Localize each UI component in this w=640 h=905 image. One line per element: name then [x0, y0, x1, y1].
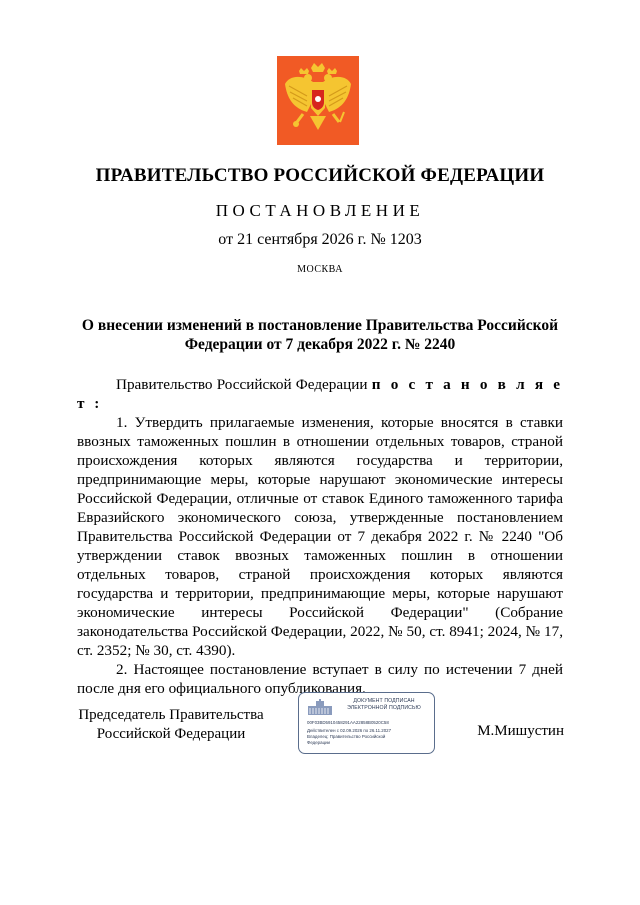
- building-icon: [307, 699, 333, 716]
- government-title: ПРАВИТЕЛЬСТВО РОССИЙСКОЙ ФЕДЕРАЦИИ: [95, 165, 545, 186]
- decree-date-number: от 21 сентября 2026 г. № 1203: [218, 231, 422, 248]
- intro-text: Правительство Российской Федерации: [116, 376, 372, 393]
- stamp-validity: Действителен с 02.09.2026 по 26.11.2027: [307, 728, 392, 733]
- intro-keyword: п о с т а н о в л я е т :: [77, 376, 563, 412]
- position-line-2: Российской Федерации: [96, 726, 246, 742]
- item-1: 1. Утвердить прилагаемые изменения, которые вносятся в ставки ввозных таможенных пошлин в отношении отдельных товаров, страной происхождения которых являются государства и территории, предпринимающие меры, которые нарушают экономические интересы Российской Федерации, отличные от ставок Единого таможенного тарифа Евразийского экономического союза, утвержденные постановлением Правительства Российской Федерации от 7 декабря 2022 г. № 2240 "Об утверждении ставок ввозных таможенных пошлин в отношении отдельных товаров, страной происхождения которых являются государства и территории, предпринимающие меры, которые нарушают экономические интересы Российской Федерации" (Собрание законодательства Российской Федерации, 2022, № 50, ст. 8941; 2024, № 17, ст. 2352; № 30, ст. 4390).: [77, 414, 563, 659]
- electronic-signature-stamp: [298, 692, 435, 754]
- document-type: ПОСТАНОВЛЕНИЕ: [215, 201, 425, 220]
- stamp-header-line-2: ЭЛЕКТРОННОЙ ПОДПИСЬЮ: [347, 704, 421, 711]
- decree-body: [77, 375, 563, 698]
- stamp-certificate: 00F03BD5910458291AA22858B0520C58: [307, 720, 389, 725]
- signatory-name: М.Мишустин: [477, 723, 564, 739]
- stamp-owner-line-1: Владелец: Правительство Российской: [307, 734, 386, 739]
- stamp-header: [339, 698, 429, 711]
- stamp-header-line-1: ДОКУМЕНТ ПОДПИСАН: [353, 698, 415, 704]
- city: МОСКВА: [297, 264, 343, 275]
- coat-of-arms-icon: [277, 56, 359, 145]
- stamp-owner-line-2: Федерации: [307, 740, 330, 745]
- intro-paragraph: [77, 375, 563, 413]
- signatory-position: [76, 706, 266, 744]
- item-2: 2. Настоящее постановление вступает в силу по истечении 7 дней после дня его официального опубликования.: [77, 661, 563, 697]
- position-line-1: Председатель Правительства: [78, 707, 264, 723]
- decree-title: О внесении изменений в постановление Правительства Российской Федерации от 7 декабря 2022 г. № 2240: [81, 317, 559, 353]
